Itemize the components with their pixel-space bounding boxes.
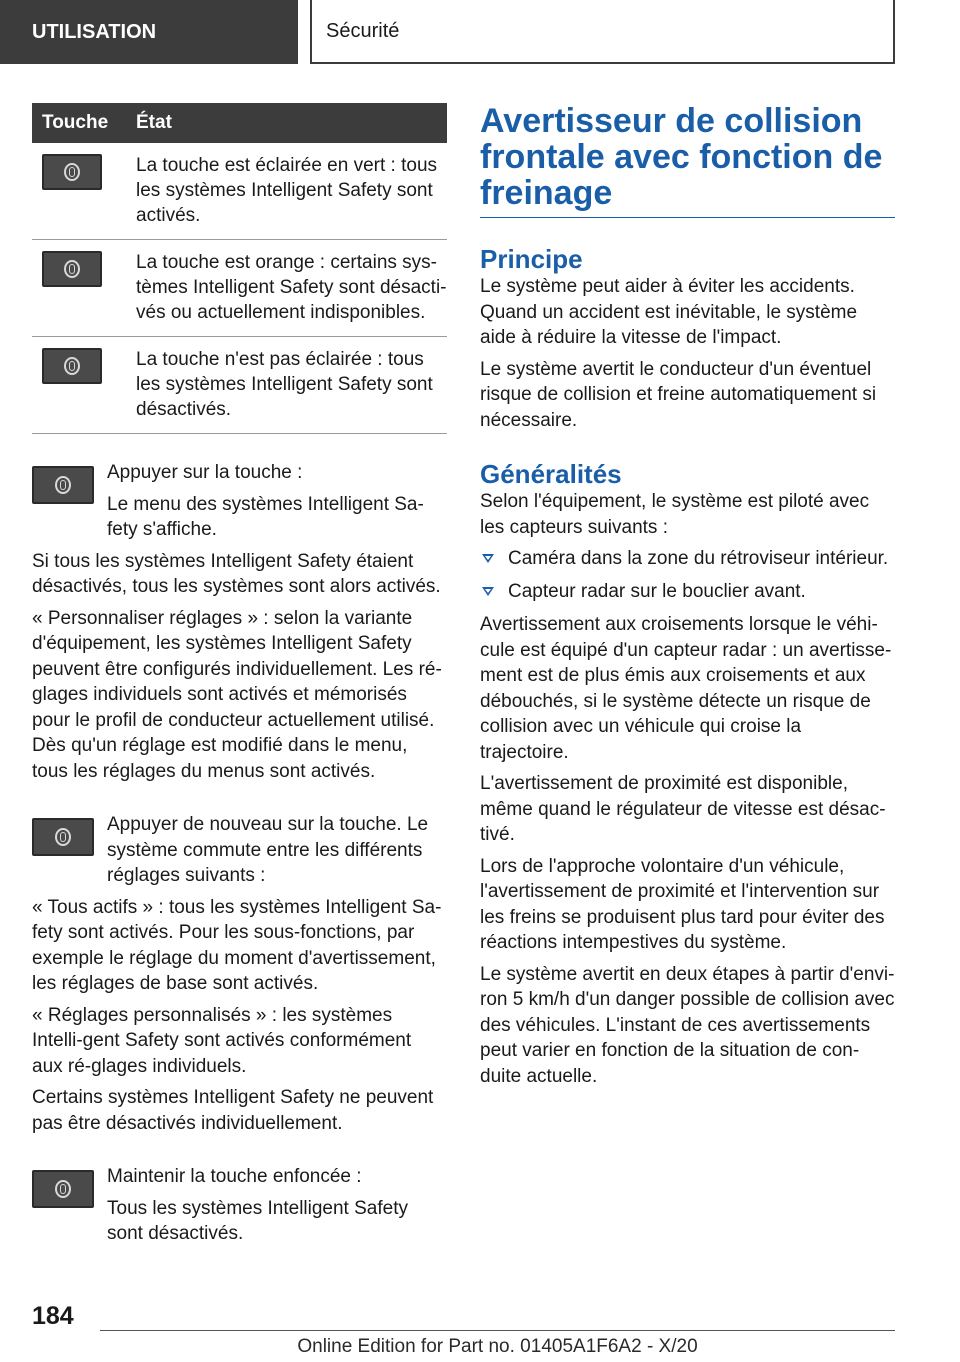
intelligent-safety-key-icon <box>42 348 102 384</box>
column-header-key: Touche <box>32 103 136 143</box>
paragraph: « Tous actifs » : tous les systèmes Intelligent Sa‐fety sont activés. Pour les sous-fonctions, par exemple le réglage du moment d'avertissement, les réglages de base sont activés. <box>32 896 442 994</box>
state-text: La touche est éclairée en vert : tous les systèmes Intelligent Safety sont activés. <box>136 143 447 240</box>
subheading-principe: Principe <box>480 244 583 274</box>
table-row <box>32 337 447 434</box>
paragraph: Le système peut aider à éviter les accidents. Quand un accident est inévitable, le système aide à réduire la vitesse de l'impact. <box>480 276 858 348</box>
edition-footer: Online Edition for Part no. 01405A1F6A2 - X/20 <box>297 1336 698 1357</box>
bullet-triangle-icon <box>482 554 494 563</box>
table-row <box>32 240 447 337</box>
footer-divider <box>100 1330 895 1331</box>
intelligent-safety-key-icon <box>42 154 102 190</box>
left-column <box>32 103 447 1247</box>
press-key-block <box>32 460 447 543</box>
table-header-row <box>32 103 447 143</box>
state-text: La touche est orange : certains sys‐tèmes Intelligent Safety sont désacti‐vés ou actuellement indisponibles. <box>136 240 447 337</box>
column-header-state: État <box>136 103 447 143</box>
page-number: 184 <box>32 1302 74 1330</box>
intelligent-safety-key-icon <box>42 251 102 287</box>
subheading-generalites: Généralités <box>480 459 622 489</box>
intelligent-safety-key-icon <box>32 818 94 856</box>
bullet-triangle-icon <box>482 587 494 596</box>
hold-key-block <box>32 1164 447 1247</box>
hold-instruction: Maintenir la touche enfoncée : <box>107 1166 362 1187</box>
list-item: Caméra dans la zone du rétroviseur intérieur. <box>480 546 895 571</box>
press-instruction: Appuyer sur la touche : <box>107 462 303 483</box>
paragraph: Lors de l'approche volontaire d'un véhicule, l'avertissement de proximité et l'intervention sur les freins se produisent plus tard pour éviter des réactions intempestives du système. <box>480 855 885 953</box>
page-header <box>0 0 960 66</box>
paragraph: L'avertissement de proximité est disponible, même quand le régulateur de vitesse est désac‐tivé. <box>480 773 886 845</box>
press-again-instruction: Appuyer de nouveau sur la touche. Le système commute entre les différents réglages suivants : <box>107 814 429 886</box>
paragraph: « Personnaliser réglages » : selon la variante d'équipement, les systèmes Intelligent Safety peuvent être configurés individuellement. Les ré‐glages individuels sont activés et mémorisés pour le profil de conducteur actuellement utilisé. Dès qu'un réglage est modifié dans le menu, tous les réglages du menus sont activés. <box>32 607 442 782</box>
paragraph: Certains systèmes Intelligent Safety ne peuvent pas être désactivés individuellement. <box>32 1087 434 1134</box>
subsection-title: Sécurité <box>310 0 895 64</box>
list-item: Capteur radar sur le bouclier avant. <box>480 579 895 604</box>
paragraph: Le système avertit le conducteur d'un éventuel risque de collision et freine automatiquement si nécessaire. <box>480 358 877 431</box>
paragraph: Selon l'équipement, le système est piloté avec les capteurs suivants : <box>480 491 870 538</box>
intelligent-safety-key-icon <box>32 466 94 504</box>
hold-result: Tous les systèmes Intelligent Safety sont désactivés. <box>107 1197 408 1244</box>
key-state-table <box>32 103 447 434</box>
intelligent-safety-key-icon <box>32 1170 94 1208</box>
table-row <box>32 143 447 240</box>
press-again-block <box>32 812 447 889</box>
sensor-list <box>480 546 895 604</box>
paragraph: « Réglages personnalisés » : les systèmes Intelli‐gent Safety sont activés conformément aux ré‐glages individuels. <box>32 1004 412 1077</box>
section-heading: Avertisseur de collision frontale avec fonction de freinage <box>480 103 895 218</box>
section-title: UTILISATION <box>0 0 298 64</box>
right-column <box>480 103 895 1089</box>
state-text: La touche n'est pas éclairée : tous les systèmes Intelligent Safety sont désactivés. <box>136 337 447 434</box>
paragraph: Si tous les systèmes Intelligent Safety étaient désactivés, tous les systèmes sont alors activés. <box>32 550 441 597</box>
paragraph: Le système avertit en deux étapes à partir d'envi‐ron 5 km/h d'un danger possible de collision avec des véhicules. L'instant de ces avertissements peut varier en fonction de la situation de con‐duite actuelle. <box>480 963 895 1087</box>
press-result: Le menu des systèmes Intelligent Sa‐fety s'affiche. <box>107 493 424 540</box>
paragraph: Avertissement aux croisements lorsque le véhi‐cule est équipé d'un capteur radar : un avertisse‐ment est de plus émis aux croisements et aux débouchés, si le système détecte un risque de collision avec un véhicule qui croise la trajectoire. <box>480 614 892 763</box>
